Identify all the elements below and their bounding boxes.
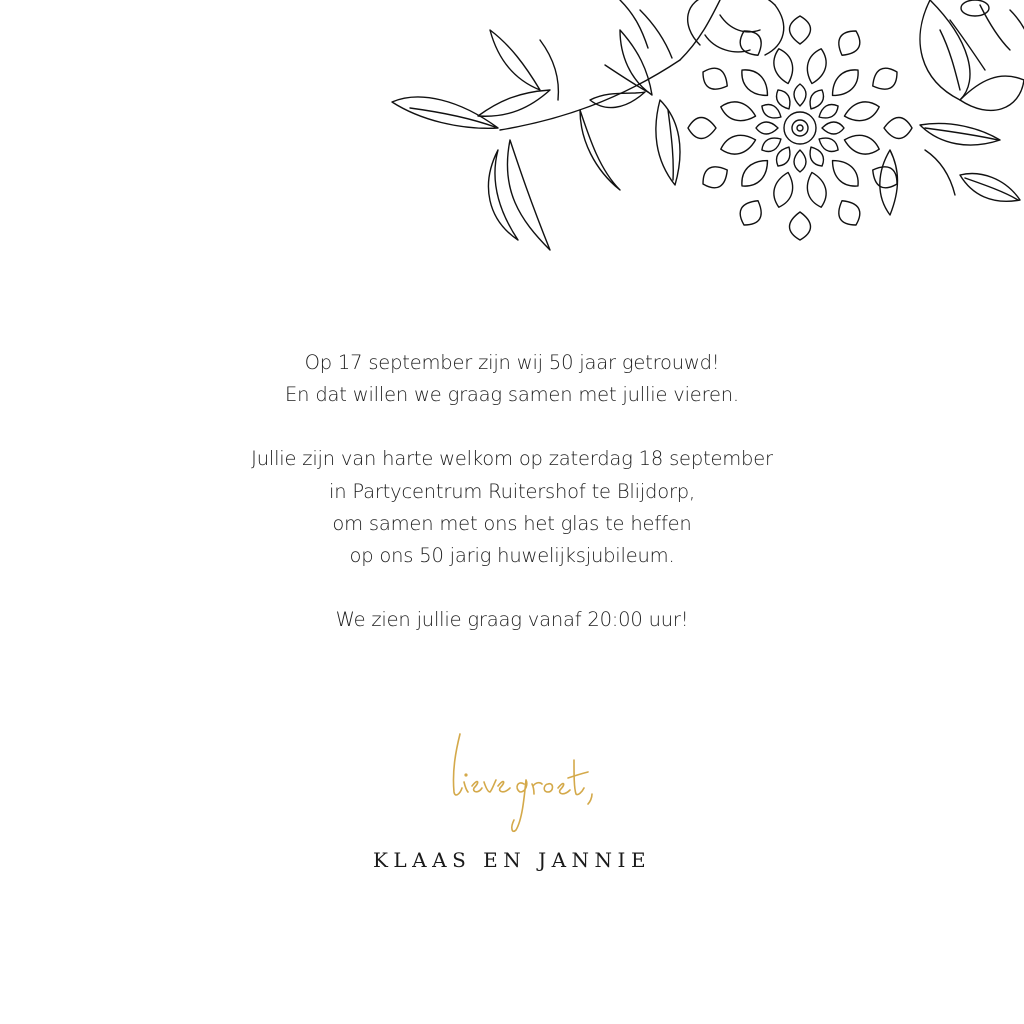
invitation-message (0, 347, 1024, 668)
message-line: in Partycentrum Ruitershof te Blijdorp, (329, 479, 695, 503)
paragraph-time (0, 604, 1024, 636)
paragraph-details (0, 443, 1024, 572)
message-line: We zien jullie graag vanaf 20:00 uur! (335, 608, 689, 632)
message-line: Jullie zijn van harte welkom op zaterdag 18 september (251, 447, 773, 471)
signature-names: KLAAS EN JANNIE (372, 848, 652, 872)
greeting-handwritten (440, 720, 600, 840)
message-line: om samen met ons het glas te heffen (332, 511, 692, 535)
message-line: Op 17 september zijn wij 50 jaar getrouwd! (304, 351, 720, 374)
message-line: op ons 50 jarig huwelijksjubileum. (349, 544, 675, 568)
paragraph-announcement (0, 347, 1024, 411)
message-line: En dat willen we graag samen met jullie vieren. (285, 383, 739, 407)
floral-illustration-icon (380, 0, 1024, 260)
